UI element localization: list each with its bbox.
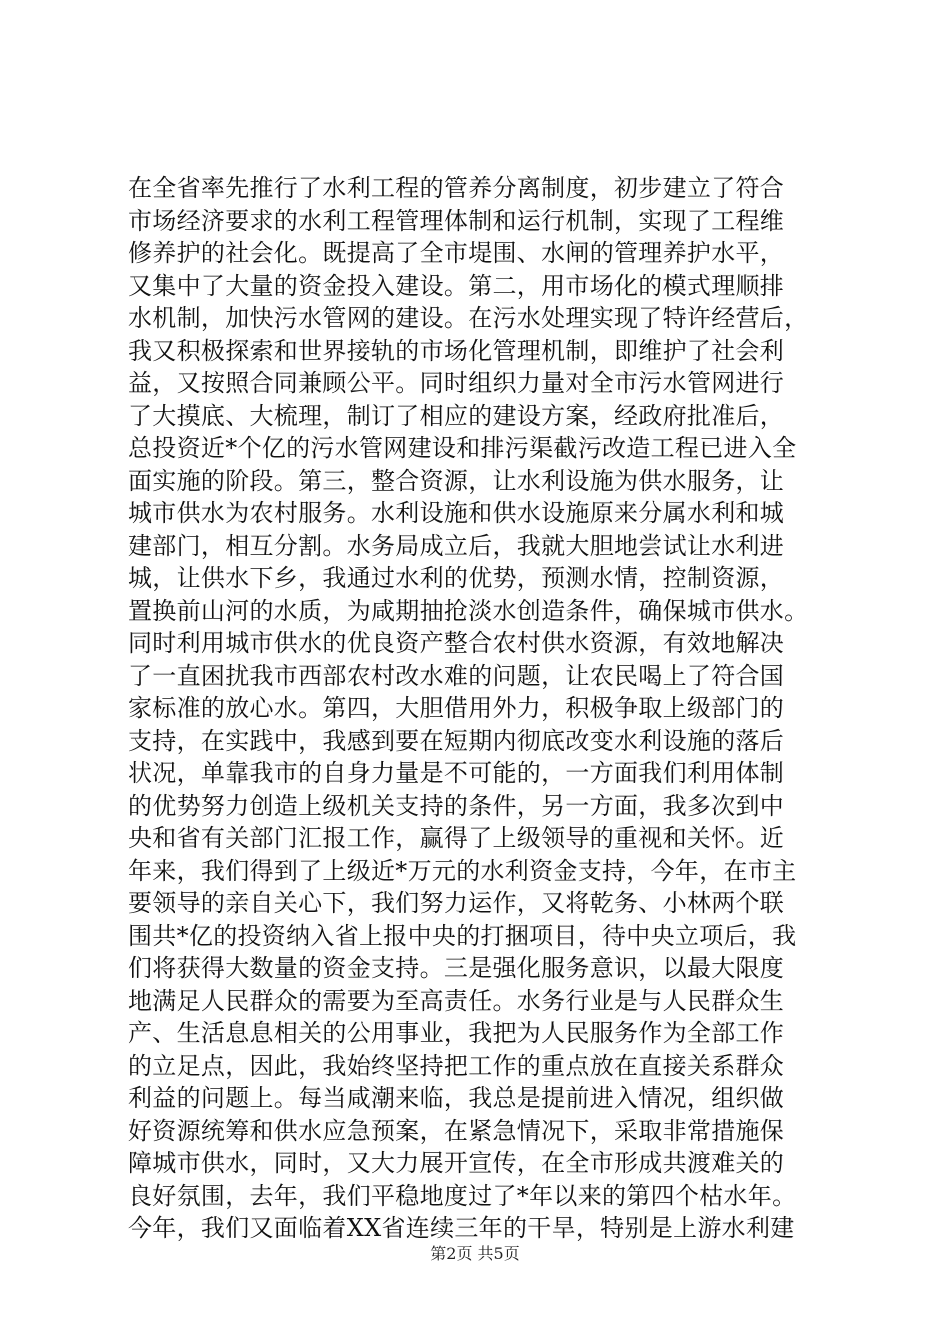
body-text	[128, 172, 828, 1245]
page-number-footer: 第2页 共5页	[430, 1244, 520, 1263]
text-line: 障城市供水，同时，又大力展开宣传，在全市形成共渡难关的	[128, 1149, 785, 1177]
text-line: 在全省率先推行了水利工程的管养分离制度，初步建立了符合	[128, 174, 785, 202]
text-line: 同时利用城市供水的优良资产整合农村供水资源，有效地解决	[128, 629, 785, 657]
text-line: 年来，我们得到了上级近*万元的水利资金支持，今年，在市主	[128, 856, 797, 885]
text-line: 的优势努力创造上级机关支持的条件，另一方面，我多次到中	[128, 791, 785, 820]
text-line: 置换前山河的水质，为咸期抽抢淡水创造条件，确保城市供水。	[128, 596, 809, 625]
text-line: 家标准的放心水。第四，大胆借用外力，积极争取上级部门的	[128, 694, 785, 722]
text-line: 总投资近*个亿的污水管网建设和排污渠截污改造工程已进入全	[128, 434, 797, 462]
text-line: 了一直困扰我市西部农村改水难的问题，让农民喝上了符合国	[128, 661, 785, 690]
text-line: 央和省有关部门汇报工作，赢得了上级领导的重视和关怀。近	[128, 824, 785, 852]
text-line: 了大摸底、大梳理，制订了相应的建设方案，经政府批准后，	[128, 401, 785, 430]
text-line: 支持，在实践中，我感到要在短期内彻底改变水利设施的落后	[128, 726, 785, 755]
text-line: 状况，单靠我市的自身力量是不可能的，一方面我们利用体制	[128, 759, 785, 787]
text-line: 城，让供水下乡，我通过水利的优势，预测水情，控制资源，	[128, 564, 785, 592]
text-line: 今年，我们又面临着XX省连续三年的干旱，特别是上游水利建	[128, 1214, 795, 1242]
text-line: 地满足人民群众的需要为至高责任。水务行业是与人民群众生	[128, 986, 785, 1015]
text-line: 又集中了大量的资金投入建设。第二，用市场化的模式理顺排	[128, 271, 785, 300]
text-line: 建部门，相互分割。水务局成立后，我就大胆地尝试让水利进	[128, 531, 785, 560]
text-line: 利益的问题上。每当咸潮来临，我总是提前进入情况，组织做	[128, 1084, 785, 1112]
text-line: 修养护的社会化。既提高了全市堤围、水闸的管理养护水平，	[128, 239, 785, 267]
text-line: 的立足点，因此，我始终坚持把工作的重点放在直接关系群众	[128, 1051, 785, 1080]
text-line: 要领导的亲自关心下，我们努力运作，又将乾务、小林两个联	[128, 889, 785, 917]
text-line: 面实施的阶段。第三，整合资源，让水利设施为供水服务，让	[128, 466, 785, 495]
text-line: 我又积极探索和世界接轨的市场化管理机制，即维护了社会利	[128, 336, 785, 365]
text-line: 城市供水为农村服务。水利设施和供水设施原来分属水利和城	[128, 499, 785, 527]
text-line: 好资源统筹和供水应急预案，在紧急情况下，采取非常措施保	[128, 1116, 785, 1145]
text-line: 们将获得大数量的资金支持。三是强化服务意识，以最大限度	[128, 954, 785, 982]
text-line: 益，又按照合同兼顾公平。同时组织力量对全市污水管网进行	[128, 369, 785, 397]
text-line: 水机制，加快污水管网的建设。在污水处理实现了特许经营后，	[128, 304, 809, 332]
text-line: 围共*亿的投资纳入省上报中央的打捆项目，待中央立项后，我	[128, 921, 797, 950]
text-line: 市场经济要求的水利工程管理体制和运行机制，实现了工程维	[128, 206, 785, 235]
text-line: 良好氛围，去年，我们平稳地度过了*年以来的第四个枯水年。	[128, 1181, 797, 1210]
text-line: 产、生活息息相关的公用事业，我把为人民服务作为全部工作	[128, 1019, 785, 1047]
